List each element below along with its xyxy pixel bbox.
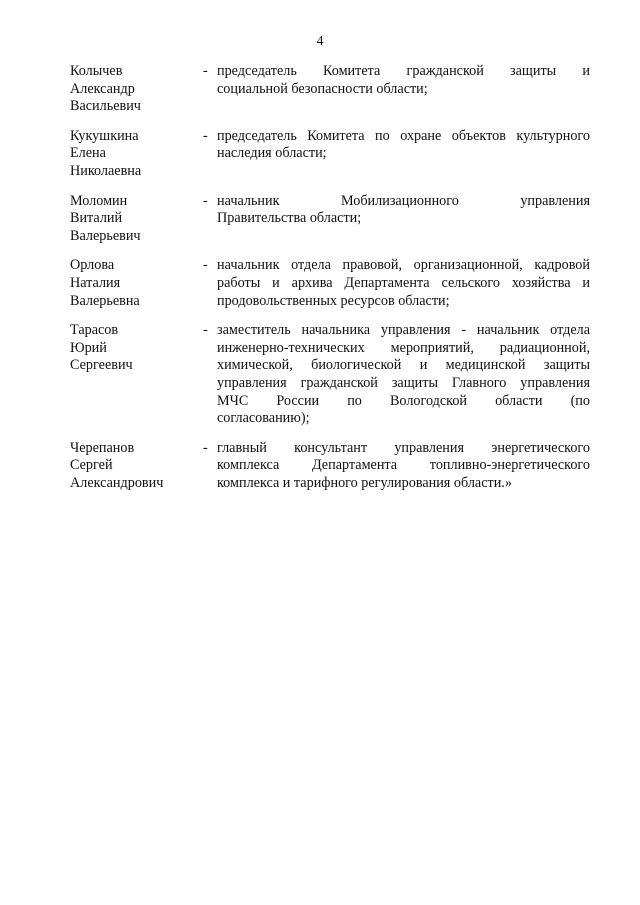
member-surname: Орлова	[70, 257, 115, 274]
member-first-name: Елена	[70, 145, 106, 162]
member-position	[217, 193, 590, 228]
member-surname: Кукушкина	[70, 127, 139, 144]
member-patronymic: Васильевич	[70, 98, 141, 115]
position-line: химической, биологической и медицинской защиты	[217, 357, 590, 374]
member-surname: Моломин	[70, 192, 128, 209]
member-entry	[70, 193, 590, 246]
member-patronymic: Валерьевич	[70, 227, 141, 244]
member-first-name: Юрий	[70, 339, 107, 356]
member-name	[70, 193, 203, 246]
position-line: начальник Мобилизационного управления	[217, 192, 590, 209]
member-name	[70, 257, 203, 310]
position-line: председатель Комитета гражданской защиты и	[217, 63, 590, 79]
member-patronymic: Сергеевич	[70, 357, 133, 374]
member-surname: Тарасов	[70, 322, 119, 339]
dash-separator: -	[203, 192, 208, 209]
dash-separator: -	[203, 322, 208, 339]
position-line: главный консультант управления энергетического	[217, 439, 590, 456]
position-line: управления гражданской защиты Главного управления	[217, 374, 590, 391]
member-name	[70, 128, 203, 181]
position-line: Правительства области;	[217, 210, 362, 227]
member-position	[217, 440, 590, 493]
position-line: наследия области;	[217, 145, 327, 162]
position-line: комплекса и тарифного регулирования области.»	[217, 474, 512, 491]
page-number: 4	[316, 34, 324, 49]
position-line: продовольственных ресурсов области;	[217, 292, 450, 309]
position-line: социальной безопасности области;	[217, 80, 428, 97]
member-position	[217, 322, 590, 428]
position-line: МЧС России по Вологодской области (по	[217, 392, 590, 409]
dash-separator: -	[203, 439, 208, 456]
position-line: инженерно-технических мероприятий, радиационной,	[217, 339, 590, 356]
member-entry	[70, 63, 590, 116]
member-first-name: Виталий	[70, 210, 123, 227]
dash-separator: -	[203, 127, 208, 144]
member-position	[217, 257, 590, 310]
member-name	[70, 440, 203, 493]
member-surname: Колычев	[70, 63, 123, 79]
position-line: согласованию);	[217, 410, 310, 427]
member-first-name: Сергей	[70, 457, 113, 474]
member-first-name: Наталия	[70, 274, 121, 291]
dash-separator: -	[203, 257, 208, 274]
member-position	[217, 128, 590, 163]
member-entry	[70, 257, 590, 310]
member-position	[217, 63, 590, 98]
member-name	[70, 322, 203, 375]
commission-member-list	[70, 63, 590, 492]
position-line: работы и архива Департамента сельского хозяйства и	[217, 274, 590, 291]
member-entry	[70, 440, 590, 493]
member-name	[70, 63, 203, 116]
member-patronymic: Николаевна	[70, 162, 142, 179]
position-line: начальник отдела правовой, организационной, кадровой	[217, 257, 590, 274]
member-patronymic: Валерьевна	[70, 292, 140, 309]
dash-separator: -	[203, 63, 208, 79]
member-entry	[70, 128, 590, 181]
position-line: заместитель начальника управления - начальник отдела	[217, 322, 590, 339]
position-line: председатель Комитета по охране объектов культурного	[217, 127, 590, 144]
position-line: комплекса Департамента топливно-энергетического	[217, 457, 590, 474]
member-surname: Черепанов	[70, 439, 135, 456]
member-first-name: Александр	[70, 80, 135, 97]
member-entry	[70, 322, 590, 428]
member-patronymic: Александрович	[70, 474, 164, 491]
